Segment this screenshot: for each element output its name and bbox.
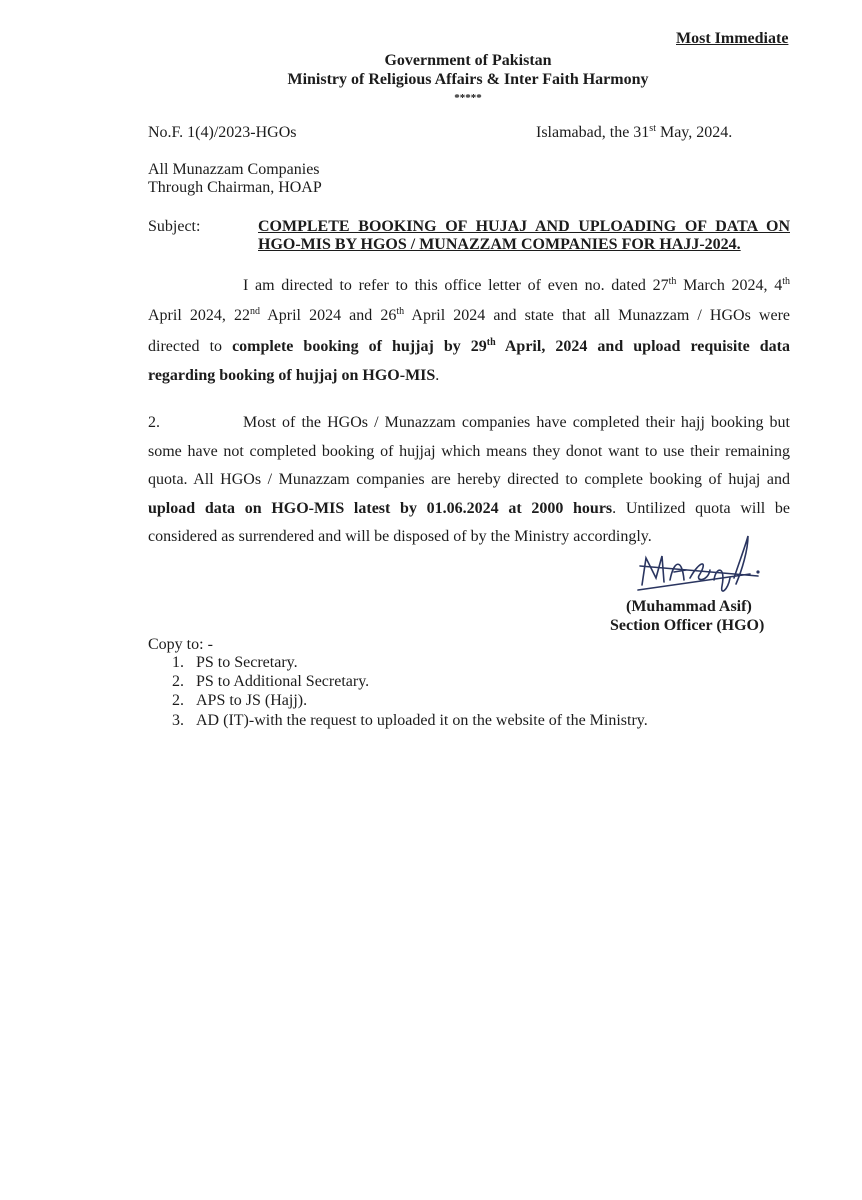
text: . [435, 367, 440, 384]
ministry-heading: Ministry of Religious Affairs & Inter Faith Harmony [287, 71, 649, 88]
copy-item-number: 3. [172, 712, 184, 729]
bold-text: upload data on HGO-MIS latest by 01.06.2024 at 2000 hours [148, 500, 613, 517]
reference-number: No.F. 1(4)/2023-HGOs [148, 124, 297, 141]
subject-line: HGO-MIS BY HGOS / MUNAZZAM COMPANIES FOR HAJJ-2024. [258, 236, 741, 253]
text: I am directed to refer to this office letter of even no. dated 27 [243, 277, 669, 294]
sup: th [486, 337, 496, 348]
addressee-line: All Munazzam Companies [148, 161, 320, 178]
para1-line [148, 307, 790, 325]
text: . Untilized quota will be [612, 500, 791, 517]
date-text: Islamabad, the 31 [536, 124, 650, 141]
place-date [536, 124, 732, 142]
text: April 2024, 22 [148, 307, 250, 324]
copy-item-text: PS to Secretary. [196, 654, 298, 671]
copy-item-text: APS to JS (Hajj). [196, 692, 308, 709]
sup: th [782, 276, 790, 287]
copy-item-number: 2. [172, 692, 184, 709]
copy-item [172, 692, 307, 710]
para2-line: considered as surrendered and will be disposed of by the Ministry accordingly. [148, 528, 652, 545]
text: April 2024 and state that all Munazzam / HGOs were [404, 307, 790, 324]
bold-text: regarding booking of hujjaj on HGO-MIS [148, 367, 436, 384]
text: directed to [148, 338, 233, 355]
signatory-name: (Muhammad Asif) [626, 598, 752, 615]
sup: th [396, 306, 405, 317]
copy-item-number: 1. [172, 654, 184, 671]
date-text-end: May, 2024. [655, 124, 733, 141]
bold-text: April, 2024 and upload requisite data [495, 338, 791, 355]
para1-line [243, 277, 790, 295]
copy-item [172, 654, 298, 672]
addressee-line: Through Chairman, HOAP [148, 179, 322, 196]
text: March 2024, 4 [676, 277, 783, 294]
copy-item [172, 673, 369, 691]
date-sup: st [649, 123, 656, 134]
signatory-designation: Section Officer (HGO) [610, 617, 765, 634]
sup: th [668, 276, 677, 287]
para1-line [148, 338, 790, 356]
handwritten-signature [630, 530, 770, 605]
bold-text: complete booking of hujjaj by 29 [232, 338, 487, 355]
para2-line: quota. All HGOs / Munazzam companies are hereby directed to complete booking of hujaj and [148, 471, 790, 488]
para2-line [148, 500, 790, 518]
subject-line: COMPLETE BOOKING OF HUJAJ AND UPLOADING OF DATA ON [258, 218, 790, 235]
priority-marking: Most Immediate [676, 30, 789, 47]
government-heading: Government of Pakistan [384, 52, 552, 69]
copy-item-text: AD (IT)-with the request to uploaded it on the website of the Ministry. [196, 712, 648, 729]
stars-divider: ***** [454, 92, 482, 104]
sup: nd [249, 306, 260, 317]
copy-item [172, 712, 648, 730]
para2-number: 2. [148, 414, 160, 431]
subject-label: Subject: [148, 218, 201, 235]
para2-line: some have not completed booking of hujjaj which means they donot want to use their remaining [148, 443, 790, 460]
copy-to-label: Copy to: - [148, 636, 213, 653]
para1-line [148, 367, 439, 385]
copy-item-text: PS to Additional Secretary. [196, 673, 370, 690]
text: April 2024 and 26 [259, 307, 397, 324]
para2-line: Most of the HGOs / Munazzam companies have completed their hajj booking but [243, 414, 790, 431]
copy-item-number: 2. [172, 673, 184, 690]
